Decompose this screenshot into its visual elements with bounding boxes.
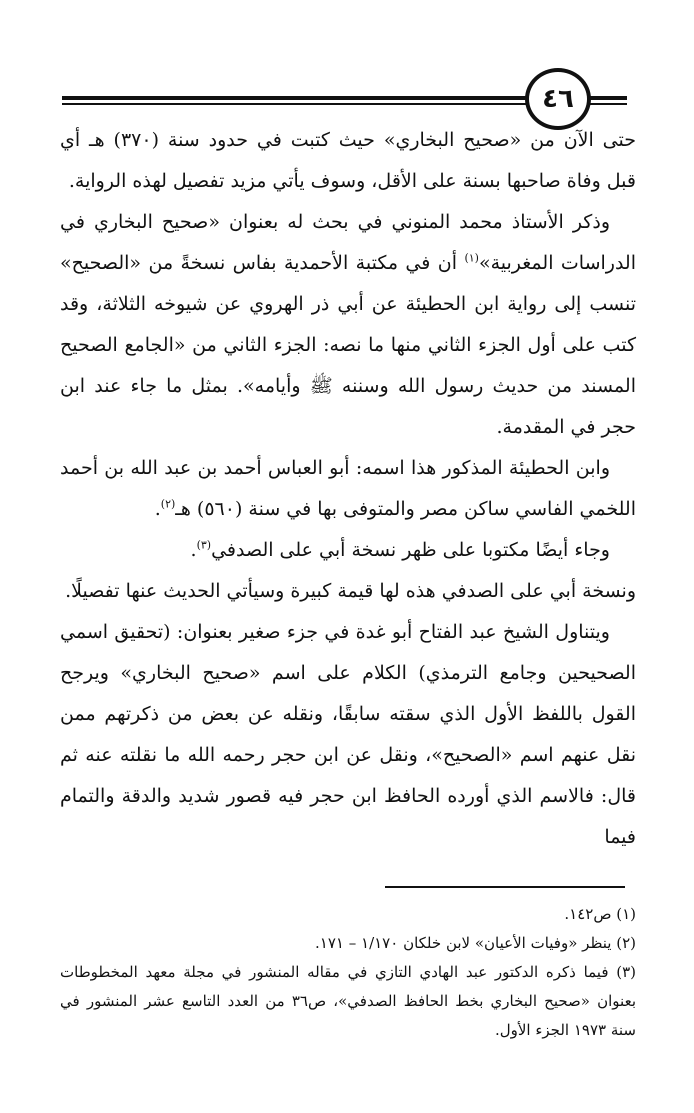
paragraph-6: ويتناول الشيخ عبد الفتاح أبو غدة في جزء صغير بعنوان: (تحقيق اسمي الصحيحين وجامع الترمذي) الكلام على اسم «صحيح البخاري» ويرجح القول باللفظ الأول الذي سقته سابقًا، ونقله عن بعض من ذكرتهم ممن نقل عنهم اسم «الصحيح»، ونقل عن ابن حجر رحمه الله ما نقلته عنه ثم قال: فالاسم الذي أورده الحافظ ابن حجر فيه قصور شديد والدقة والتمام فيما bbox=[60, 621, 636, 848]
footnote-2: (٢) ينظر «وفيات الأعيان» لابن خلكان ١/١٧٠ – ١٧١. bbox=[315, 934, 636, 952]
paragraph-3 bbox=[60, 448, 636, 530]
paragraph-4-text: وجاء أيضًا مكتوبا على ظهر نسخة أبي على الصدفي bbox=[211, 539, 610, 561]
footnote-mark-1[interactable]: (١) bbox=[464, 251, 479, 265]
paragraph-1: حتى الآن من «صحيح البخاري» حيث كتبت في حدود سنة (٣٧٠) هـ أي قبل وفاة صاحبها بسنة على الأقل، وسوف يأتي مزيد تفصيل لهذه الرواية. bbox=[60, 129, 636, 192]
paragraph-3-end: . bbox=[154, 498, 161, 520]
footnote-1: (١) ص١٤٢. bbox=[564, 905, 636, 923]
footnote-3: (٣) فيما ذكره الدكتور عبد الهادي التازي في مقاله المنشور في مجلة معهد المخطوطات بعنوان «صحيح البخاري بخط الحافظ الصدفي»، ص٣٦ من العدد التاسع عشر المنشور في سنة ١٩٧٣ الجزء الأول. bbox=[60, 963, 636, 1039]
paragraph-2-start: وذكر الأستاذ محمد المنوني في بحث له بعنوان «صحيح البخاري في الدراسات المغربية» bbox=[60, 211, 637, 274]
paragraph-4 bbox=[60, 530, 636, 571]
paragraph-2 bbox=[60, 202, 636, 448]
paragraph-5: ونسخة أبي على الصدفي هذه لها قيمة كبيرة وسيأتي الحديث عنها تفصيلًا. bbox=[65, 580, 636, 602]
paragraph-2-rest: أن في مكتبة الأحمدية بفاس نسخةً من «الصحيح» تنسب إلى رواية ابن الحطيئة عن أبي ذر الهروي عن شيوخه الثلاثة، وقد كتب على أول الجزء الثاني منها ما نصه: الجزء الثاني من «الجامع الصحيح المسند من حديث رسول الله وسننه ﷺ وأيامه». بمثل ما جاء عند ابن حجر في المقدمة. bbox=[60, 252, 636, 438]
footnote-mark-3[interactable]: (٣) bbox=[196, 538, 212, 552]
paragraph-3-text: وابن الحطيئة المذكور هذا اسمه: أبو العباس أحمد بن عبد الله بن أحمد اللخمي الفاسي ساكن مصر والمتوفى بها في سنة (٥٦٠) هـ bbox=[60, 457, 636, 520]
footnote-mark-2[interactable]: (٢) bbox=[160, 497, 176, 511]
footnote-separator bbox=[385, 886, 625, 888]
footnotes bbox=[60, 900, 636, 1045]
main-text bbox=[60, 120, 636, 858]
page-number: ٤٦ bbox=[542, 84, 574, 114]
paragraph-4-end: . bbox=[190, 539, 197, 561]
